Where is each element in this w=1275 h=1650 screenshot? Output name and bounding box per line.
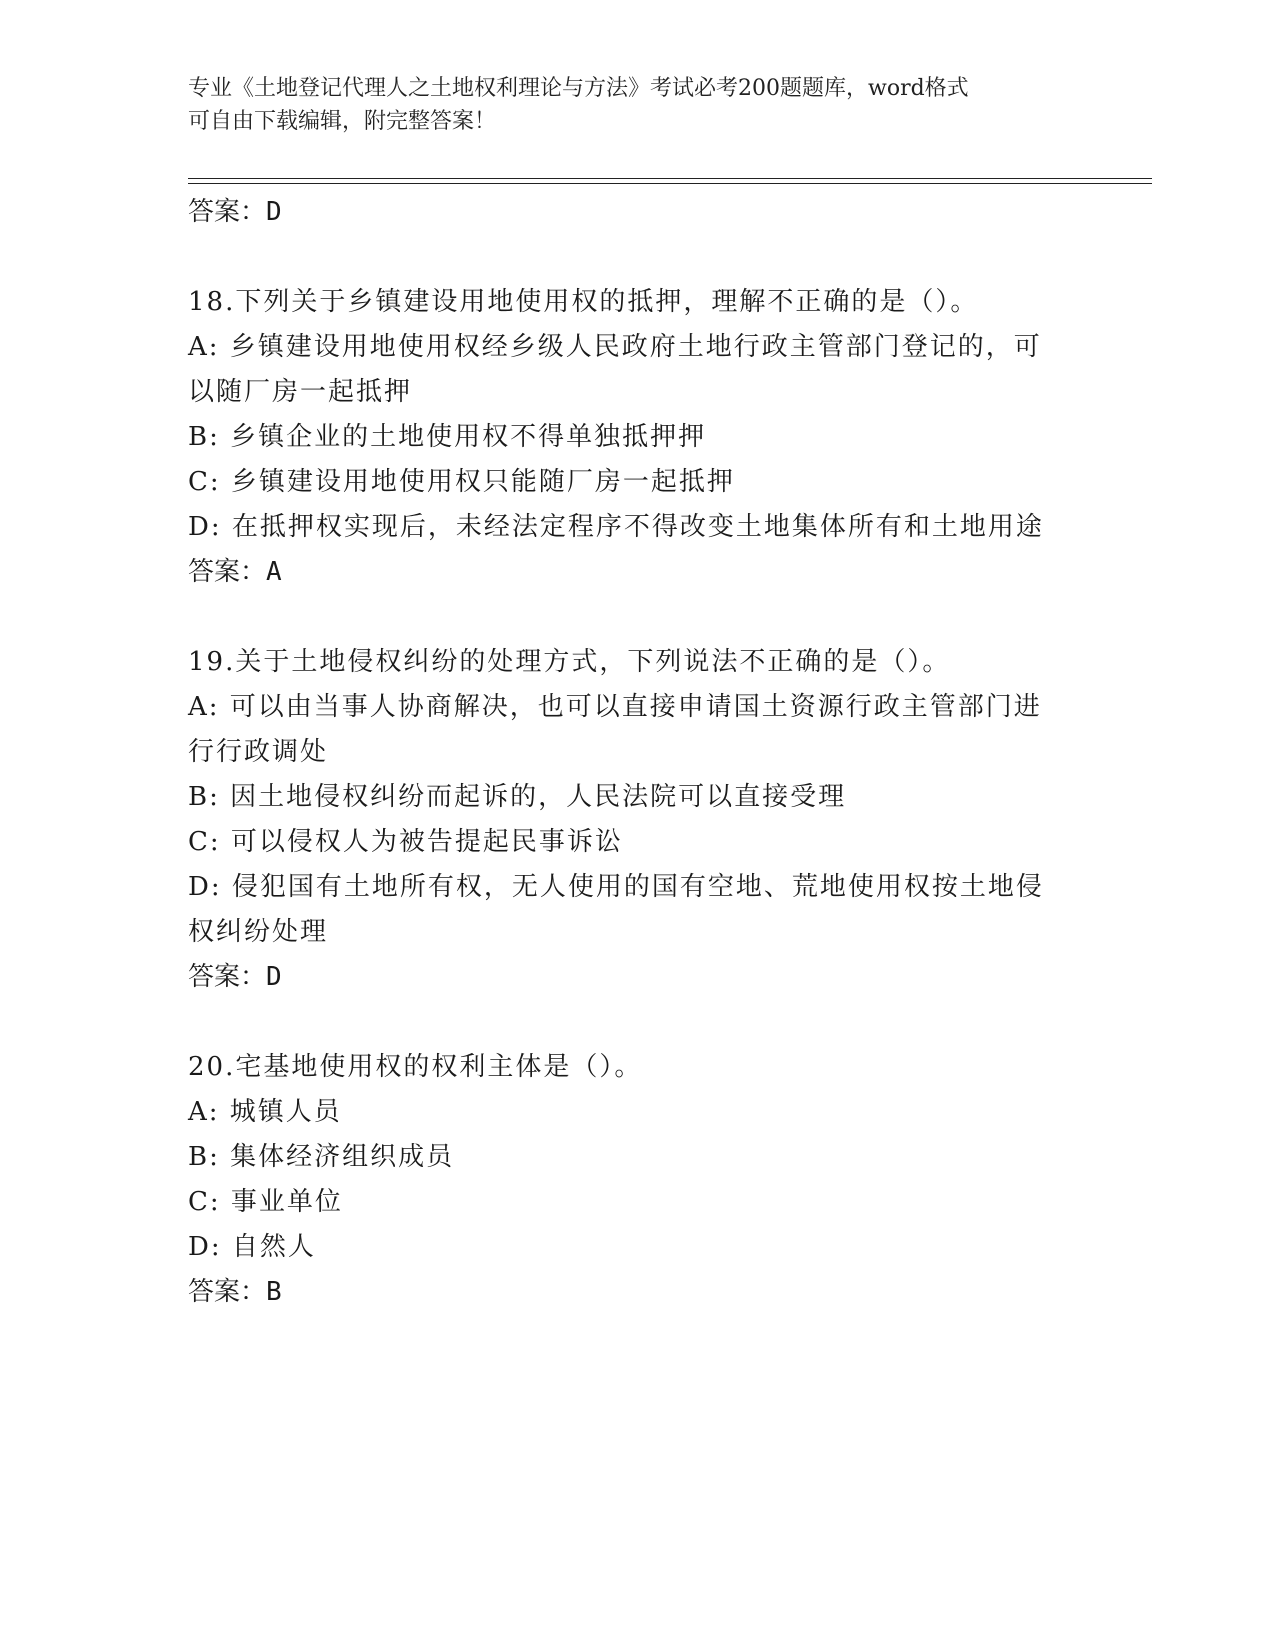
- answer: 答案：B: [188, 1277, 282, 1307]
- question-18: [188, 280, 1088, 595]
- option-a: A: 可以由当事人协商解决，也可以直接申请国土资源行政主管部门进: [188, 692, 1042, 722]
- question-stem: 18.下列关于乡镇建设用地使用权的抵押，理解不正确的是（）。: [188, 287, 979, 317]
- question-stem: 19.关于土地侵权纠纷的处理方式，下列说法不正确的是（）。: [188, 647, 951, 677]
- option-c: C: 可以侵权人为被告提起民事诉讼: [188, 827, 623, 857]
- option-d-cont: 权纠纷处理: [188, 917, 329, 947]
- answer-17: 答案：D: [188, 197, 282, 227]
- option-b: B: 乡镇企业的土地使用权不得单独抵押押: [188, 422, 707, 452]
- header-line-2: 可自由下载编辑，附完整答案！: [188, 109, 497, 134]
- question-stem: 20.宅基地使用权的权利主体是（）。: [188, 1052, 643, 1082]
- question-19: [188, 640, 1088, 1000]
- option-a: A: 城镇人员: [188, 1097, 342, 1127]
- option-d: D: 侵犯国有土地所有权，无人使用的国有空地、荒地使用权按土地侵: [188, 872, 1044, 902]
- header-line-1: 专业《土地登记代理人之土地权利理论与方法》考试必考200题题库，word格式: [188, 76, 969, 101]
- option-b: B: 集体经济组织成员: [188, 1142, 455, 1172]
- option-b: B: 因土地侵权纠纷而起诉的，人民法院可以直接受理: [188, 782, 847, 812]
- option-a-cont: 以随厂房一起抵押: [188, 377, 413, 407]
- question-20: [188, 1045, 1088, 1315]
- option-d: D: 在抵押权实现后，未经法定程序不得改变土地集体所有和土地用途: [188, 512, 1044, 542]
- option-c: C: 事业单位: [188, 1187, 343, 1217]
- option-a: A: 乡镇建设用地使用权经乡级人民政府土地行政主管部门登记的，可: [188, 332, 1042, 362]
- option-a-cont: 行行政调处: [188, 737, 329, 767]
- question-list: [188, 190, 1088, 1315]
- option-c: C: 乡镇建设用地使用权只能随厂房一起抵押: [188, 467, 735, 497]
- answer: 答案：A: [188, 557, 282, 587]
- header-divider: [188, 178, 1152, 184]
- answer: 答案：D: [188, 962, 282, 992]
- document-header: [188, 72, 1068, 138]
- option-d: D: 自然人: [188, 1232, 316, 1262]
